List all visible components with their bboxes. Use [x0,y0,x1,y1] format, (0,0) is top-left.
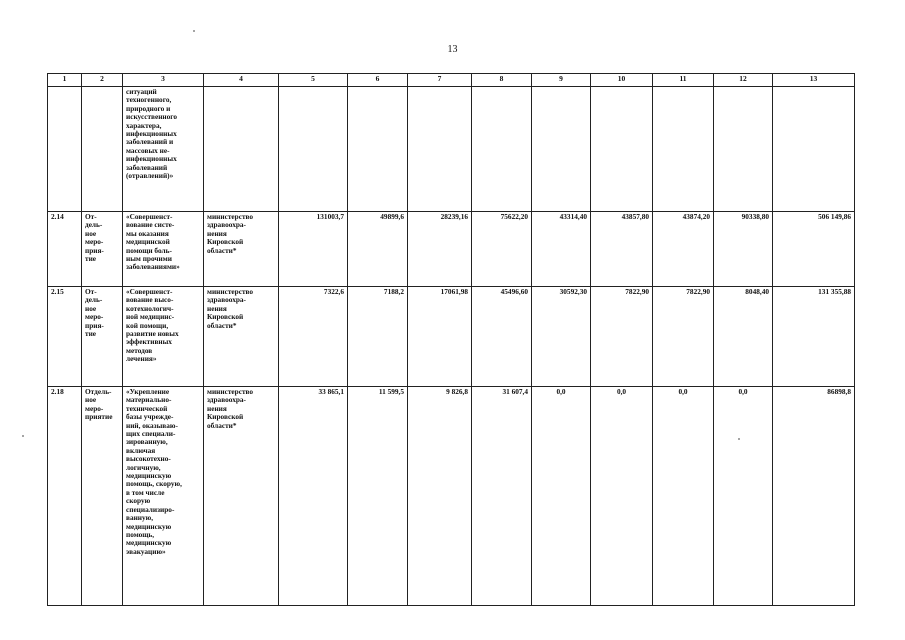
header-row [48,74,855,87]
cell-title: «Совершенст- вование систе- мы оказания медицинской помощи боль- ным прочими заболеваниями» [123,212,204,287]
table-row-2-18 [48,387,855,606]
col-header-13: 13 [773,74,855,87]
col-header-9: 9 [532,74,591,87]
col-header-8: 8 [472,74,532,87]
scan-speck [738,438,740,440]
cell-value-13: 131 355,88 [773,287,855,387]
cell-value-6: 49899,6 [348,212,408,287]
cell-value-7: 9 826,8 [408,387,472,606]
budget-table [47,73,855,606]
cell-value-10: 7822,90 [591,287,653,387]
col-header-11: 11 [653,74,714,87]
cell-number: 2.15 [48,287,82,387]
col-header-2: 2 [82,74,123,87]
scan-speck [193,30,195,32]
cell-value-10: 0,0 [591,387,653,606]
cell-status: От- дель- ное меро- прия- тие [82,212,123,287]
cell-value-11: 0,0 [653,387,714,606]
cell-number: 2.14 [48,212,82,287]
cell-number: 2.18 [48,387,82,606]
cell-value-7: 17061,98 [408,287,472,387]
cell-executor: министерство здравоохра- нения Кировской области* [204,212,279,287]
cell-status [82,87,123,212]
cell-value-7 [408,87,472,212]
cell-value-8 [472,87,532,212]
cell-value-13 [773,87,855,212]
cell-value-6: 7188,2 [348,287,408,387]
cell-executor: министерство здравоохра- нения Кировской области* [204,287,279,387]
cell-value-5: 131003,7 [279,212,348,287]
table-row-continuation [48,87,855,212]
cell-value-12: 8048,40 [714,287,773,387]
cell-value-5 [279,87,348,212]
cell-value-12: 0,0 [714,387,773,606]
cell-value-10: 43857,80 [591,212,653,287]
col-header-12: 12 [714,74,773,87]
cell-value-7: 28239,16 [408,212,472,287]
cell-value-8: 75622,20 [472,212,532,287]
page-number: 13 [447,44,458,55]
cell-value-12 [714,87,773,212]
cell-value-5: 7322,6 [279,287,348,387]
cell-value-8: 31 607,4 [472,387,532,606]
cell-value-11: 43874,20 [653,212,714,287]
col-header-10: 10 [591,74,653,87]
scan-speck [22,435,24,437]
cell-number [48,87,82,212]
cell-value-9 [532,87,591,212]
cell-value-9: 0,0 [532,387,591,606]
cell-value-6 [348,87,408,212]
cell-executor [204,87,279,212]
cell-value-13: 506 149,86 [773,212,855,287]
cell-value-8: 45496,60 [472,287,532,387]
cell-value-9: 30592,30 [532,287,591,387]
cell-value-5: 33 865,1 [279,387,348,606]
cell-title: «Укрепление материально- технической базы учрежде- ний, оказываю- щих специали- зированную, включая высокотехно- логичную, медицинскую помощь, скорую, в том числе скорую специализиро- ванную, медицинскую помощь, медицинскую эвакуацию» [123,387,204,606]
cell-value-12: 90338,80 [714,212,773,287]
cell-status: Отдель- ное меро- приятие [82,387,123,606]
col-header-6: 6 [348,74,408,87]
cell-title: «Совершенст- вование высо- котехнологич- ной медицинс- кой помощи, развитие новых эффективных методов лечения» [123,287,204,387]
col-header-5: 5 [279,74,348,87]
cell-value-11 [653,87,714,212]
cell-value-6: 11 599,5 [348,387,408,606]
col-header-3: 3 [123,74,204,87]
cell-executor: министерство здравоохра- нения Кировской области* [204,387,279,606]
col-header-7: 7 [408,74,472,87]
col-header-4: 4 [204,74,279,87]
col-header-1: 1 [48,74,82,87]
cell-title: ситуаций техногенного, природного и искусственного характера, инфекционных заболеваний и массовых не- инфекционных заболеваний (отравлений)» [123,87,204,212]
cell-value-11: 7822,90 [653,287,714,387]
cell-value-9: 43314,40 [532,212,591,287]
table-row-2-15 [48,287,855,387]
cell-value-13: 86898,8 [773,387,855,606]
cell-value-10 [591,87,653,212]
cell-status: От- дель- ное меро- прия- тие [82,287,123,387]
table-row-2-14 [48,212,855,287]
